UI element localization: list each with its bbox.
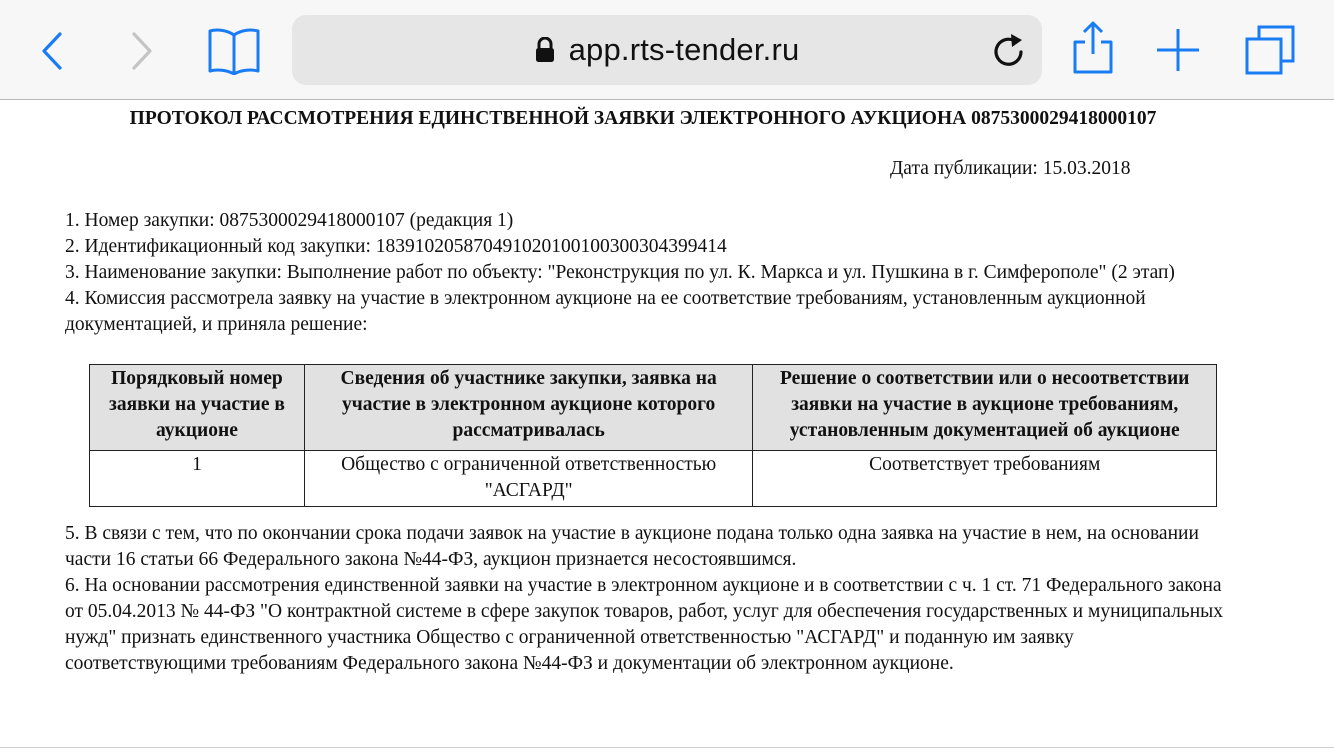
table-header-cell: Сведения об участнике закупки, заявка на участие в электронном аукционе которого рассматривалась — [304, 365, 753, 451]
item-6: 6. На основании рассмотрения единственной заявки на участие в электронном аукционе и в соответствии с ч. 1 ст. 71 Федерального закона от 05.04.2013 № 44-ФЗ "О контрактной системе в сфере закупок товаров, работ, услуг для обеспечения государственных и муниципальных нужд" признать единственного участника Общество с ограниченной ответственностью "АСГАРД" и поданную им заявку соответствующими требованиям Федерального закона №44-ФЗ и документации об электронном аукционе. — [65, 575, 1223, 674]
protocol-items — [65, 208, 1225, 338]
item-3: 3. Наименование закупки: Выполнение работ по объекту: "Реконструкция по ул. К. Маркса и ул. Пушкина в г. Симферополе" (2 этап) — [65, 262, 1175, 283]
reload-icon — [992, 32, 1026, 68]
item-2: 2. Идентификационный код закупки: 183910205870491020100100300304399414 — [65, 236, 727, 257]
table-row — [90, 451, 1217, 507]
back-button[interactable] — [34, 30, 70, 72]
decision-table — [89, 364, 1217, 507]
new-tab-button[interactable] — [1154, 26, 1202, 74]
new-tab-icon — [1155, 27, 1201, 73]
forward-icon — [131, 32, 153, 70]
share-button[interactable] — [1070, 20, 1116, 76]
browser-toolbar — [0, 0, 1334, 100]
table-cell: 1 — [90, 451, 305, 507]
back-icon — [41, 32, 63, 70]
bookmarks-button[interactable] — [206, 26, 262, 76]
url-text: app.rts-tender.ru — [568, 32, 800, 67]
protocol-items-after — [65, 521, 1225, 677]
document-title: ПРОТОКОЛ РАССМОТРЕНИЯ ЕДИНСТВЕННОЙ ЗАЯВКИ ЭЛЕКТРОННОГО АУКЦИОНА 0875300029418000107 — [129, 108, 1157, 129]
address-bar[interactable] — [292, 15, 1042, 85]
table-header-cell: Порядковый номер заявки на участие в аукционе — [90, 365, 305, 451]
tabs-button[interactable] — [1244, 24, 1296, 76]
table-header-row — [90, 365, 1217, 451]
table-header-cell: Решение о соответствии или о несоответствии заявки на участие в аукционе требованиям, установленным документацией об аукционе — [753, 365, 1217, 451]
bookmarks-icon — [207, 27, 261, 75]
lock-icon — [535, 37, 555, 63]
item-1: 1. Номер закупки: 0875300029418000107 (редакция 1) — [65, 210, 514, 231]
table-cell: Соответствует требованиям — [753, 451, 1217, 507]
table-cell: Общество с ограниченной ответственностью "АСГАРД" — [304, 451, 753, 507]
reload-button[interactable] — [992, 32, 1026, 73]
forward-button[interactable] — [124, 30, 160, 72]
item-4: 4. Комиссия рассмотрела заявку на участие в электронном аукционе на ее соответствие требованиям, установленным аукционной документацией, и приняла решение: — [65, 288, 1146, 335]
item-5: 5. В связи с тем, что по окончании срока подачи заявок на участие в аукционе подана только одна заявка на участие в нем, на основании части 16 статьи 66 Федерального закона №44-ФЗ, аукцион признается несостоявшимся. — [65, 523, 1199, 570]
publication-date: Дата публикации: 15.03.2018 — [890, 158, 1131, 179]
bottom-divider — [0, 747, 1334, 748]
document-page — [0, 101, 1334, 750]
share-icon — [1071, 20, 1115, 76]
tabs-icon — [1245, 25, 1295, 75]
